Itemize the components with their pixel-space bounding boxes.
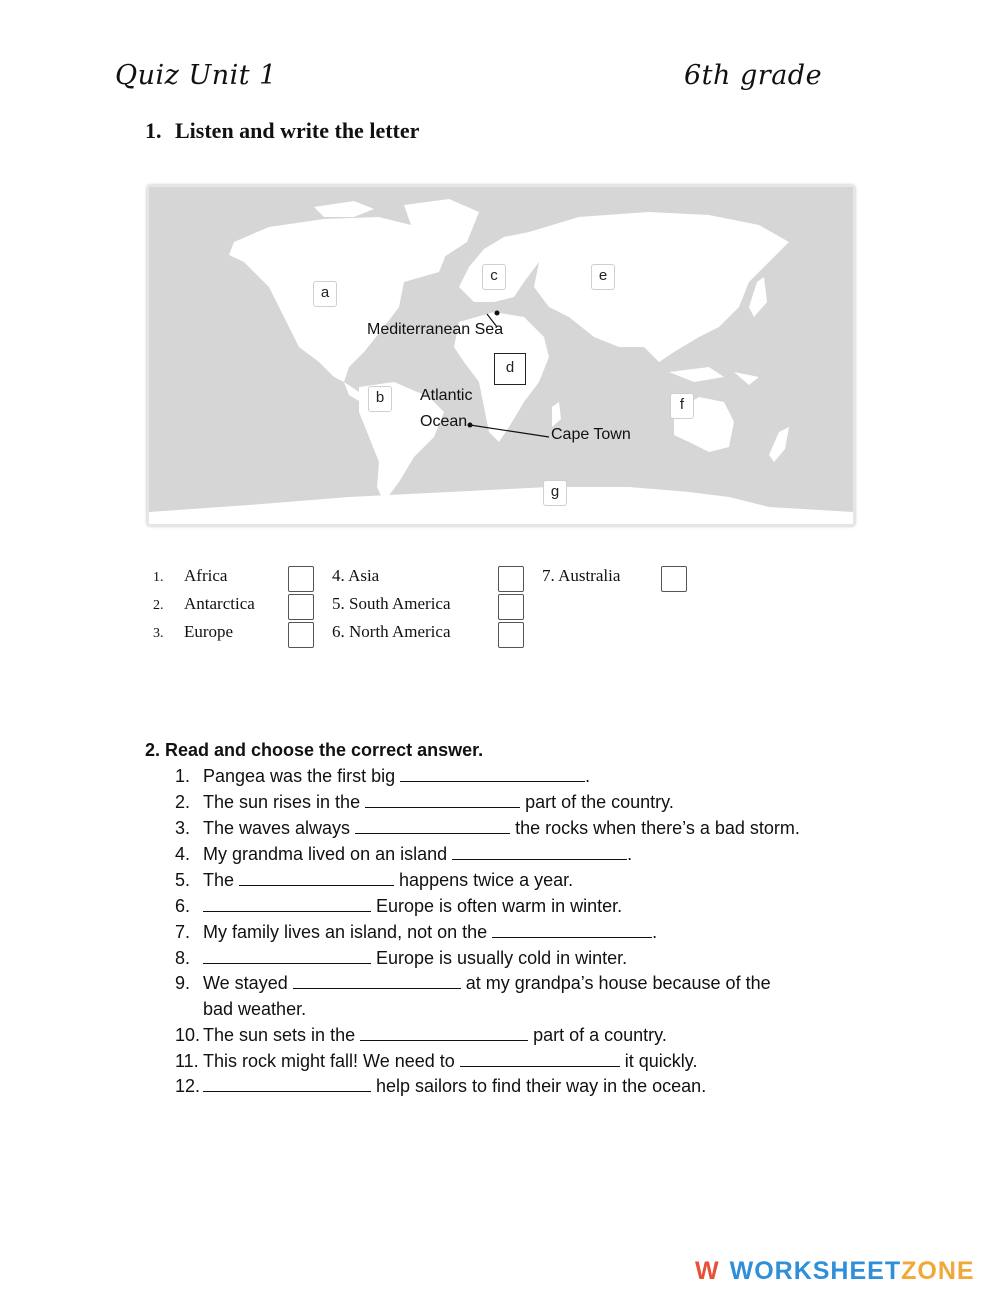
legend-item-north-america: 6. North America (332, 622, 451, 641)
question-5: 5. The happens twice a year. (175, 870, 574, 890)
legend-item-asia: 4. Asia (332, 566, 380, 585)
answer-box-asia[interactable] (498, 566, 524, 592)
question-9-continued: bad weather. (203, 999, 307, 1019)
mediterranean-sea-label: Mediterranean Sea (367, 321, 504, 338)
answer-blank-8[interactable] (203, 949, 371, 964)
grade-label: 6th grade (684, 60, 823, 91)
question-10: 10. The sun sets in the part of a country. (175, 1025, 667, 1045)
answer-box-europe[interactable] (288, 622, 314, 648)
section2 (145, 740, 800, 1096)
question-3: 3. The waves always the rocks when there’s a bad storm. (175, 818, 800, 838)
answer-blank-1[interactable] (400, 767, 585, 782)
legend-item-europe: 3. Europe (153, 622, 234, 641)
worksheetzone-watermark: W WORKSHEETZONE (695, 1257, 975, 1285)
answer-blank-12[interactable] (203, 1077, 371, 1092)
answer-blank-2[interactable] (365, 793, 520, 808)
question-7: 7. My family lives an island, not on the . (175, 922, 658, 942)
map-label-a: a (313, 281, 337, 307)
answer-box-south-america[interactable] (498, 594, 524, 620)
map-label-e: e (591, 264, 615, 290)
answer-blank-6[interactable] (203, 897, 371, 912)
answer-box-africa[interactable] (288, 566, 314, 592)
answer-box-australia[interactable] (661, 566, 687, 592)
answer-blank-7[interactable] (492, 923, 652, 938)
map-label-g: g (543, 480, 567, 506)
map-label-d: d (494, 353, 526, 385)
question-8: 8. Europe is usually cold in winter. (175, 948, 628, 968)
section1-heading (145, 118, 419, 144)
question-11: 11. This rock might fall! We need to it quickly. (175, 1051, 698, 1071)
question-4: 4. My grandma lived on an island . (175, 844, 633, 864)
map-label-c: c (482, 264, 506, 290)
map-label-b: b (368, 386, 392, 412)
answer-box-antarctica[interactable] (288, 594, 314, 620)
answer-blank-5[interactable] (239, 871, 394, 886)
atlantic-label: Atlantic (420, 387, 473, 404)
section1-number: 1. (145, 118, 162, 143)
question-2: 2. The sun rises in the part of the country. (175, 792, 674, 812)
answer-blank-3[interactable] (355, 819, 510, 834)
answer-blank-10[interactable] (360, 1026, 528, 1041)
legend-item-antarctica: 2. Antarctica (153, 594, 255, 613)
question-12: 12. help sailors to find their way in the ocean. (175, 1076, 707, 1096)
section1-title: Listen and write the letter (175, 118, 420, 143)
legend-item-australia: 7. Australia (542, 566, 621, 585)
world-map (147, 185, 855, 526)
quiz-title: Quiz Unit 1 (115, 60, 277, 91)
answer-blank-9[interactable] (293, 974, 461, 989)
answer-box-north-america[interactable] (498, 622, 524, 648)
question-6: 6. Europe is often warm in winter. (175, 896, 623, 916)
answer-blank-4[interactable] (452, 845, 627, 860)
question-9: 9. We stayed at my grandpa’s house because of the (175, 973, 771, 993)
map-label-f: f (670, 393, 694, 419)
answer-blank-11[interactable] (460, 1052, 620, 1067)
cape-town-label: Cape Town (551, 426, 631, 443)
question-1: 1. Pangea was the first big . (175, 766, 591, 786)
legend-item-south-america: 5. South America (332, 594, 451, 613)
ocean-label: Ocean (420, 413, 468, 430)
legend-item-africa: 1. Africa (153, 566, 228, 585)
section2-heading: 2. Read and choose the correct answer. (145, 740, 484, 760)
worksheetzone-logo-icon: W (695, 1257, 720, 1285)
